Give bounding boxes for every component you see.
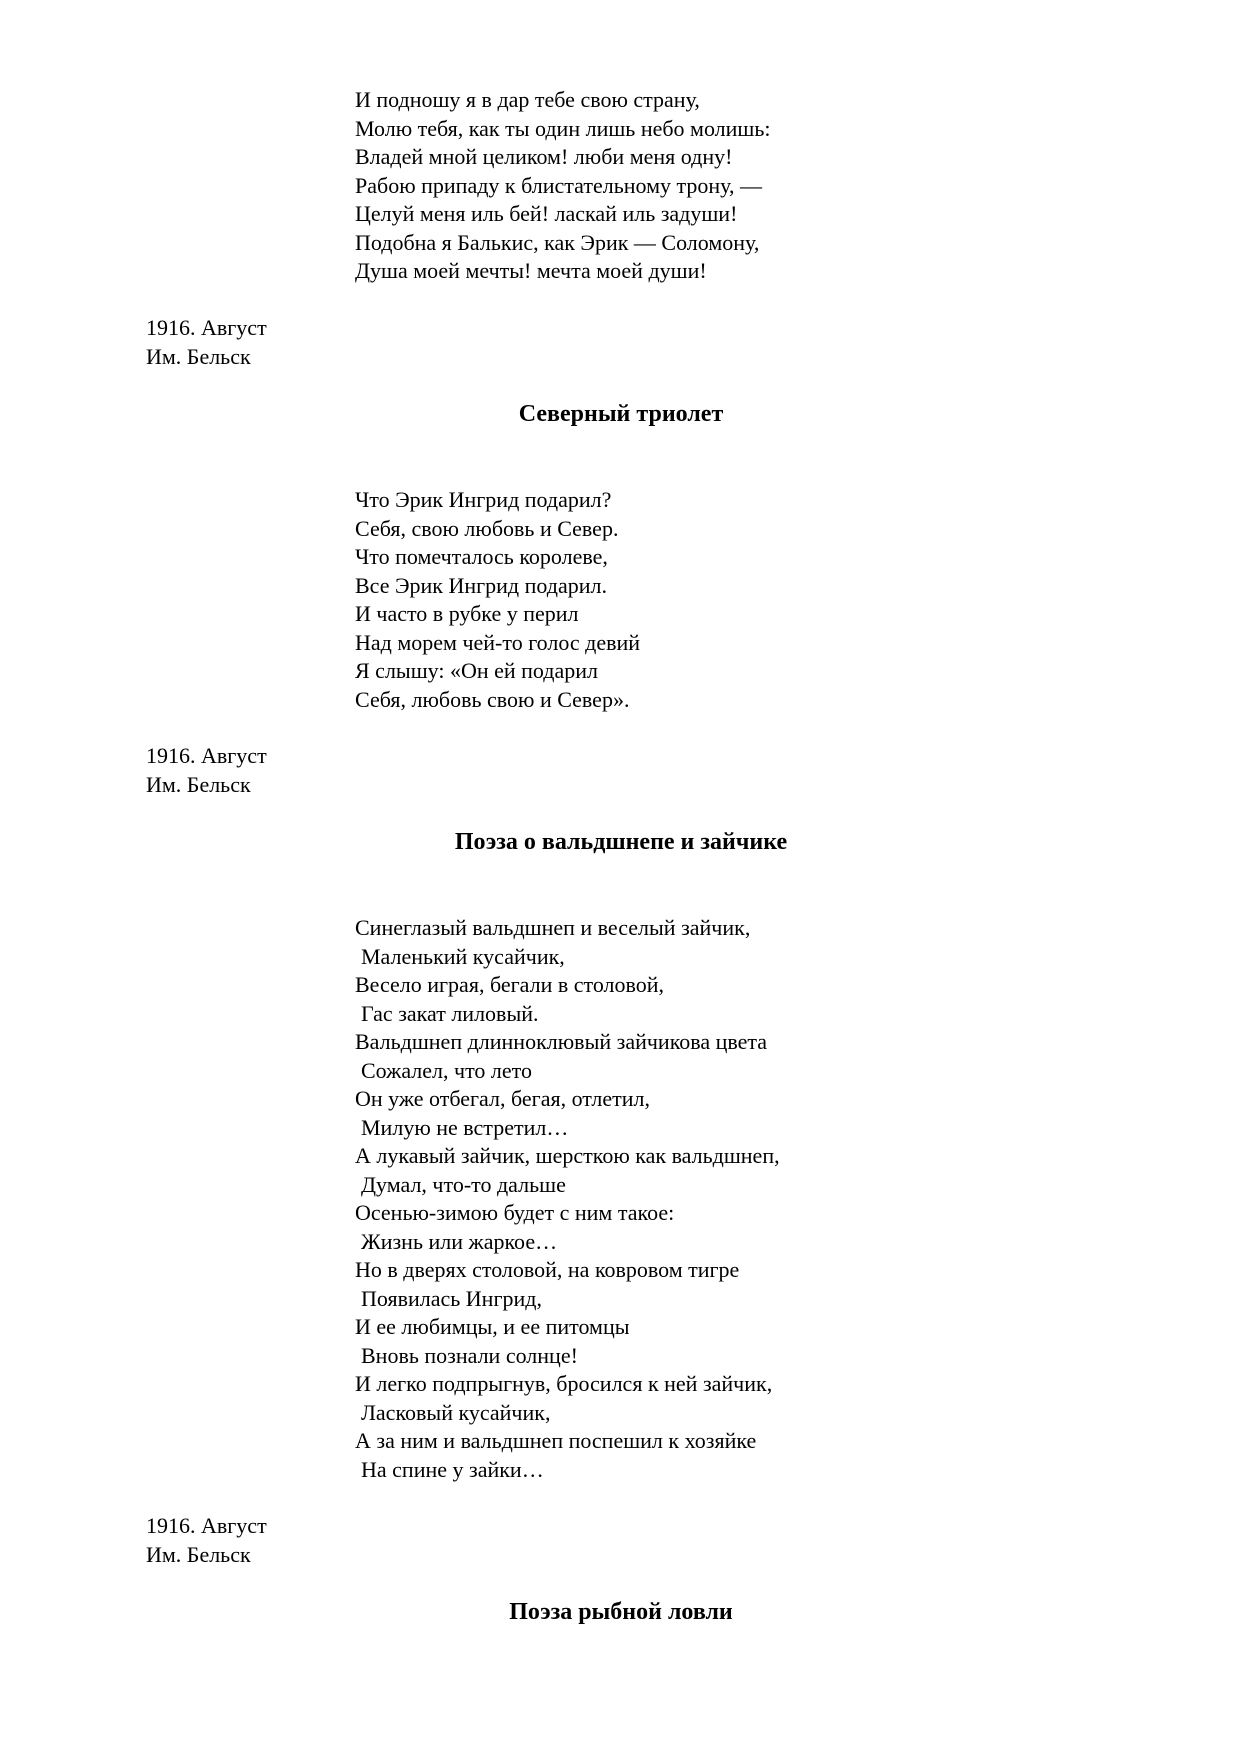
verse-line: И легко подпрыгнув, бросился к ней зайчик, bbox=[355, 1371, 773, 1396]
verse-line: Жизнь или жаркое… bbox=[361, 1228, 558, 1254]
verse-line: Что Эрик Ингрид подарил? bbox=[355, 487, 612, 512]
verse-line: Я слышу: «Он ей подарил bbox=[355, 658, 599, 683]
poem-date: 1916. Август bbox=[146, 1513, 267, 1538]
verse-line: Вальдшнеп длинноклювый зайчикова цвета bbox=[355, 1029, 768, 1054]
verse-line: Целуй меня иль бей! ласкай иль задуши! bbox=[355, 201, 738, 226]
verse-line: Душа моей мечты! мечта моей души! bbox=[355, 258, 707, 283]
verse-line: И часто в рубке у перил bbox=[355, 601, 579, 626]
poem-3-stanza bbox=[355, 914, 780, 1484]
verse-line: Вновь познали солнце! bbox=[361, 1342, 578, 1368]
verse-line: Появилась Ингрид, bbox=[361, 1285, 542, 1311]
verse-line: Подобна я Балькис, как Эрик — Соломону, bbox=[355, 229, 760, 255]
poem-4-title: Поэза рыбной ловли bbox=[509, 1599, 733, 1625]
poem-3-title: Поэза о вальдшнепе и зайчике bbox=[454, 829, 788, 855]
verse-line: Но в дверях столовой, на ковровом тигре bbox=[355, 1257, 740, 1282]
poem-date: 1916. Август bbox=[146, 315, 267, 340]
verse-line: Над морем чей-то голос девий bbox=[355, 629, 641, 655]
verse-line: Все Эрик Ингрид подарил. bbox=[355, 572, 607, 598]
verse-line: Себя, любовь свою и Север». bbox=[355, 686, 630, 712]
verse-line: Синеглазый вальдшнеп и веселый зайчик, bbox=[355, 915, 751, 940]
poem-2-stanza bbox=[355, 486, 640, 714]
verse-line: Владей мной целиком! люби меня одну! bbox=[355, 144, 733, 169]
verse-line: Осенью-зимою будет с ним такое: bbox=[355, 1200, 675, 1225]
verse-line: И ее любимцы, и ее питомцы bbox=[355, 1314, 630, 1339]
verse-line: Милую не встретил… bbox=[361, 1114, 569, 1140]
verse-line: А лукавый зайчик, шерсткою как вальдшнеп, bbox=[355, 1143, 780, 1168]
poem-date: 1916. Август bbox=[146, 743, 267, 768]
poem-3-dateline bbox=[146, 1512, 267, 1569]
verse-line: Маленький кусайчик, bbox=[361, 943, 565, 969]
verse-line: Сожалел, что лето bbox=[361, 1057, 532, 1083]
poem-place: Им. Бельск bbox=[146, 1541, 251, 1567]
verse-line: Рабою припаду к блистательному трону, — bbox=[355, 172, 762, 198]
verse-line: Весело играя, бегали в столовой, bbox=[355, 972, 665, 997]
verse-line: Себя, свою любовь и Север. bbox=[355, 515, 619, 541]
poem-2-title: Северный триолет bbox=[518, 401, 724, 427]
verse-line: И подношу я в дар тебе свою страну, bbox=[355, 87, 700, 112]
poem-place: Им. Бельск bbox=[146, 771, 251, 797]
poem-2-dateline bbox=[146, 742, 267, 799]
poem-1-dateline bbox=[146, 314, 267, 371]
verse-line: А за ним и вальдшнеп поспешил к хозяйке bbox=[355, 1428, 757, 1453]
verse-line: Ласковый кусайчик, bbox=[361, 1399, 551, 1425]
verse-line: На спине у зайки… bbox=[361, 1456, 544, 1482]
verse-line: Гас закат лиловый. bbox=[361, 1000, 539, 1026]
verse-line: Он уже отбегал, бегая, отлетил, bbox=[355, 1086, 650, 1111]
verse-line: Что помечталось королеве, bbox=[355, 544, 608, 569]
verse-line: Думал, что-то дальше bbox=[361, 1171, 566, 1197]
poem-1-stanza bbox=[355, 86, 771, 286]
verse-line: Молю тебя, как ты один лишь небо молишь: bbox=[355, 115, 771, 141]
poem-place: Им. Бельск bbox=[146, 343, 251, 369]
